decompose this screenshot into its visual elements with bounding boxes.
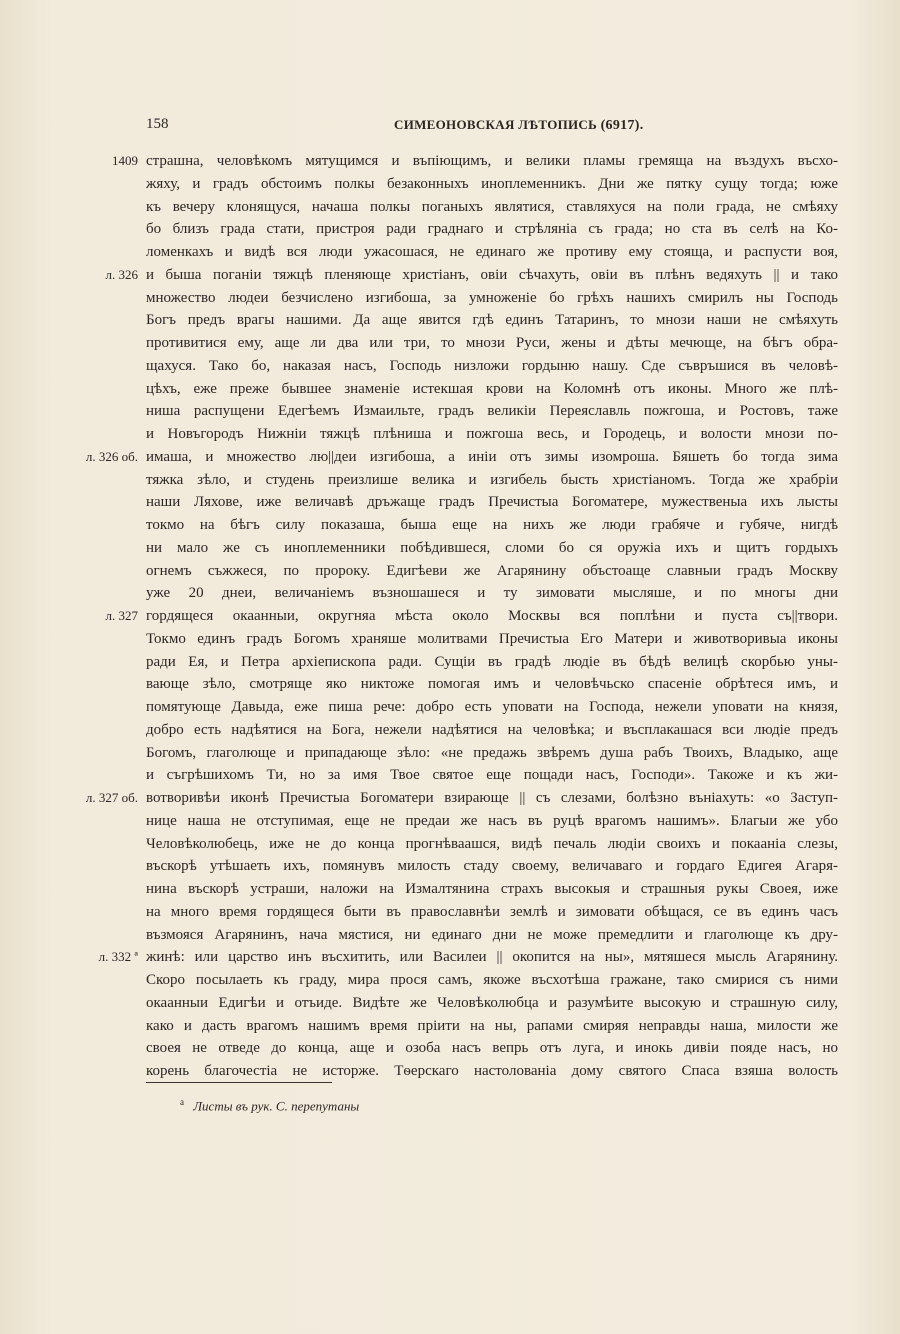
text-line xyxy=(146,969,838,992)
line-text: ни мало же съ иноплеменники побѣдившеся, сломи бо ся оружiа ихъ и щитъ гордыхъ xyxy=(146,539,838,556)
text-line xyxy=(146,833,838,856)
text-line xyxy=(146,332,838,355)
text-line xyxy=(146,287,838,310)
text-line xyxy=(146,764,838,787)
text-line xyxy=(146,673,838,696)
text-line xyxy=(85,787,838,810)
text-line xyxy=(146,537,838,560)
line-text: щахуся. Тако бо, наказая насъ, Господь низложи гордыню нашу. Сде съвръшися въ человѣ- xyxy=(146,357,838,374)
margin-note: 1409 xyxy=(112,153,138,168)
line-text: ниша распущени Едегѣемъ Измаильте, градъ великiи Переяславль пожгоша, и Ростовъ, таже xyxy=(146,403,838,420)
line-text: ради Ея, и Петра архiепископа ради. Сущiи въ градѣ людiе въ бѣдѣ велицѣ скорбью уны- xyxy=(146,653,838,670)
line-text: како и дасть врагомъ нашимъ время прiити на ны, рапами смиряя неправды наша, милости же xyxy=(146,1017,838,1034)
line-text: жяху, и градъ обстоимъ полкы безаконныхъ иноплеменникъ. Дни же пятку сущу тогда; юже xyxy=(146,175,838,192)
line-text: Богомъ, глаголюще и припадающе зѣло: «не предажь звѣремъ душа рабъ Твоихъ, Владыко, аще xyxy=(146,744,838,761)
line-text: тяжка зѣло, и студень преизлише велика и изгибель бысть христiаномъ. Тогда же храбрiи xyxy=(146,471,838,488)
text-line xyxy=(146,1015,838,1038)
text-line xyxy=(146,560,838,583)
line-text: възмояся Агарянинъ, нача мястися, ни единаго дни не може премедлити и глаголюще къ дру- xyxy=(146,926,838,943)
footnote xyxy=(180,1097,359,1114)
text-line xyxy=(146,173,838,196)
text-line xyxy=(146,651,838,674)
text-line xyxy=(146,241,838,264)
text-line xyxy=(146,924,838,947)
margin-note: л. 326 xyxy=(105,266,138,282)
text-line xyxy=(146,491,838,514)
line-text: нице наша не отступимая, еще не предаи же насъ въ руцѣ врагомъ нашимъ». Благыи же убо xyxy=(146,812,838,829)
text-line xyxy=(146,514,838,537)
footnote-rule xyxy=(146,1082,332,1083)
text-line xyxy=(146,400,838,423)
text-line xyxy=(146,218,838,241)
line-text: корень благочестiа не исторже. Тѳерскаго настолованiа дому святого Спаса взяша волость xyxy=(146,1063,838,1079)
line-text: помятующе Давыда, еже пиша рече: добро есть уповати на Господа, нежели уповати на князя, xyxy=(146,699,838,715)
margin-note: л. 327 об. xyxy=(85,790,138,805)
line-text: добро есть надѣятися на Бога, нежели надѣятися на человѣка; и въсплакашася вси людiе предъ xyxy=(146,721,838,738)
text-line xyxy=(146,901,838,924)
line-text: гордящеся окаанныи, округняа мѣста около Москвы вся поплѣни и пуста съ||твори. xyxy=(146,608,838,624)
line-text: въскорѣ утѣшаеть ихъ, помянувъ милость стаду своему, величаваго и гордаго Едигея Агаря- xyxy=(146,858,838,875)
line-text: противитися ему, аще ли два или три, то мнози Руси, жены и дѣты мечюще, на бѣгъ обра- xyxy=(146,335,838,351)
line-text: и Новъгородъ Нижнiи тяжцѣ плѣниша и пожгоша весь, и Городець, и волости мнози по- xyxy=(146,426,838,442)
footnote-text: Листы въ рук. С. перепутаны xyxy=(193,1098,360,1114)
text-line xyxy=(146,469,838,492)
margin-note: л. 332 ª xyxy=(98,949,138,965)
text-line xyxy=(105,264,838,287)
line-text: имаша, и множество лю||деи изгибоша, а инiи отъ зимы изомроша. Бяшеть бо тогда зима xyxy=(146,448,838,465)
line-text: наши Ляхове, иже величавѣ дръжаще градъ Пречистыа Богоматере, мужественыа ихъ лысты xyxy=(146,494,838,511)
line-text: своея не отведе до конца, аще и озоба насъ вепрь отъ луга, и инокь дивiи пояде насъ, но xyxy=(146,1040,838,1057)
text-line xyxy=(146,196,838,219)
text-line xyxy=(146,855,838,878)
text-line xyxy=(98,946,838,969)
footnote-mark: а xyxy=(180,1097,184,1107)
line-text: вающе зѣло, смотряще яко никтоже помогая имъ и человѣчьско спасенiе обрѣтеся имъ, и xyxy=(146,676,838,693)
text-line xyxy=(146,992,838,1015)
line-text: Скоро посылаеть къ граду, мира прося самъ, якоже въсхотѣша гражане, тако смирися съ ними xyxy=(146,972,838,988)
running-title-year: (6917). xyxy=(600,118,644,133)
line-text: жинѣ: или царство инъ въсхитить, или Василеи || окопится на ны», мятяшеся мысль Агарянину. xyxy=(146,949,838,966)
line-text: цѣхъ, еже преже бывшее знаменiе истекшая крови на Коломнѣ отъ иконы. Много же плѣ- xyxy=(146,380,838,397)
text-line xyxy=(105,605,838,628)
line-text: бо близъ града стати, пристроя ради граднаго и стрѣлянiа съ града; но ста въ селѣ на Ко- xyxy=(146,221,838,238)
page-header xyxy=(0,116,900,140)
line-text: вотворивѣи иконѣ Пречистыа Богоматери взирающе || съ слезами, болѣзно вънiахуть: «о Заступ- xyxy=(146,790,838,806)
text-line xyxy=(146,423,838,446)
line-text: Токмо единъ градъ Богомъ храняше молитвами Пречистыа Его Матери и животворивыа иконы xyxy=(146,630,838,647)
text-line xyxy=(112,150,838,173)
line-text: множество людеи безчислено изгибоша, за умноженiе бо грѣхъ нашихъ смирилъ ны Господь xyxy=(146,289,838,306)
line-text: окаанныи Едигѣи и отъиде. Видѣте же Человѣколюбца и разумѣите высокую и страшную силу, xyxy=(146,994,838,1011)
text-line xyxy=(146,309,838,332)
text-line xyxy=(146,696,838,719)
line-text: и съгрѣшихомъ Ти, но за имя Твое святое еще пощади насъ, Господи». Такоже и къ жи- xyxy=(146,767,838,784)
page-number: 158 xyxy=(146,116,169,132)
running-title-text: СИМЕОНОВСКАЯ ЛѢТОПИСЬ xyxy=(394,117,598,132)
line-text: страшна, человѣкомъ мятущимся и въпiющимъ, и велики пламы гремяща на въздухъ въсхо- xyxy=(146,153,838,169)
text-line xyxy=(146,878,838,901)
text-line xyxy=(146,1037,838,1060)
line-text: уже 20 днеи, величанiемъ възношашеся и ту зимовати мысляше, и по многы дни xyxy=(146,585,838,602)
text-line xyxy=(146,378,838,401)
line-text: къ вечеру клонящуся, начаша полкы поганыхъ являтися, ставляхуся на поли града, не смѣяху xyxy=(146,198,838,215)
running-title xyxy=(394,117,644,134)
text-line xyxy=(146,719,838,742)
text-line xyxy=(146,810,838,833)
text-line xyxy=(146,1060,838,1083)
text-line xyxy=(85,446,838,469)
line-text: Богъ предъ врагы нашими. Да аще явится гдѣ единъ Татаринъ, то мнози наши не смѣяхуть xyxy=(146,312,838,329)
text-line xyxy=(146,628,838,651)
body-text xyxy=(85,150,838,1083)
margin-note: л. 327 xyxy=(105,608,138,623)
line-text: огнемъ съжжеся, по пророку. Едигѣеви же Агарянину объстоаще славныи градъ Москву xyxy=(146,562,838,579)
line-text: и быша поганiи тяжцѣ пленяюще христiанъ, овiи сѣчахуть, овiи въ плѣнъ ведяхуть || и тако xyxy=(146,266,838,283)
text-line xyxy=(146,355,838,378)
text-line xyxy=(146,742,838,765)
text-line xyxy=(146,582,838,605)
line-text: ломенкахъ и видѣ вся люди ужасошася, не единаго же противу ему стояща, и распусти воя, xyxy=(146,244,838,260)
line-text: Человѣколюбець, иже не до конца прогнѣваашся, видѣ печаль людiи своихъ и покаанiа слезы, xyxy=(146,835,838,852)
line-text: нина въскорѣ устраши, наложи на Измалтянина страхъ высокыя и страшныя рукы Своея, иже xyxy=(146,881,838,897)
line-text: токмо на бѣгъ силу показаша, быша еще на нихъ же люди грабяче и губяче, нигдѣ xyxy=(146,517,838,533)
margin-note: л. 326 об. xyxy=(85,448,138,464)
line-text: на много время гордящеся быти въ православнѣи землѣ и зимовати обѣщася, се въ единъ часъ xyxy=(146,903,838,920)
